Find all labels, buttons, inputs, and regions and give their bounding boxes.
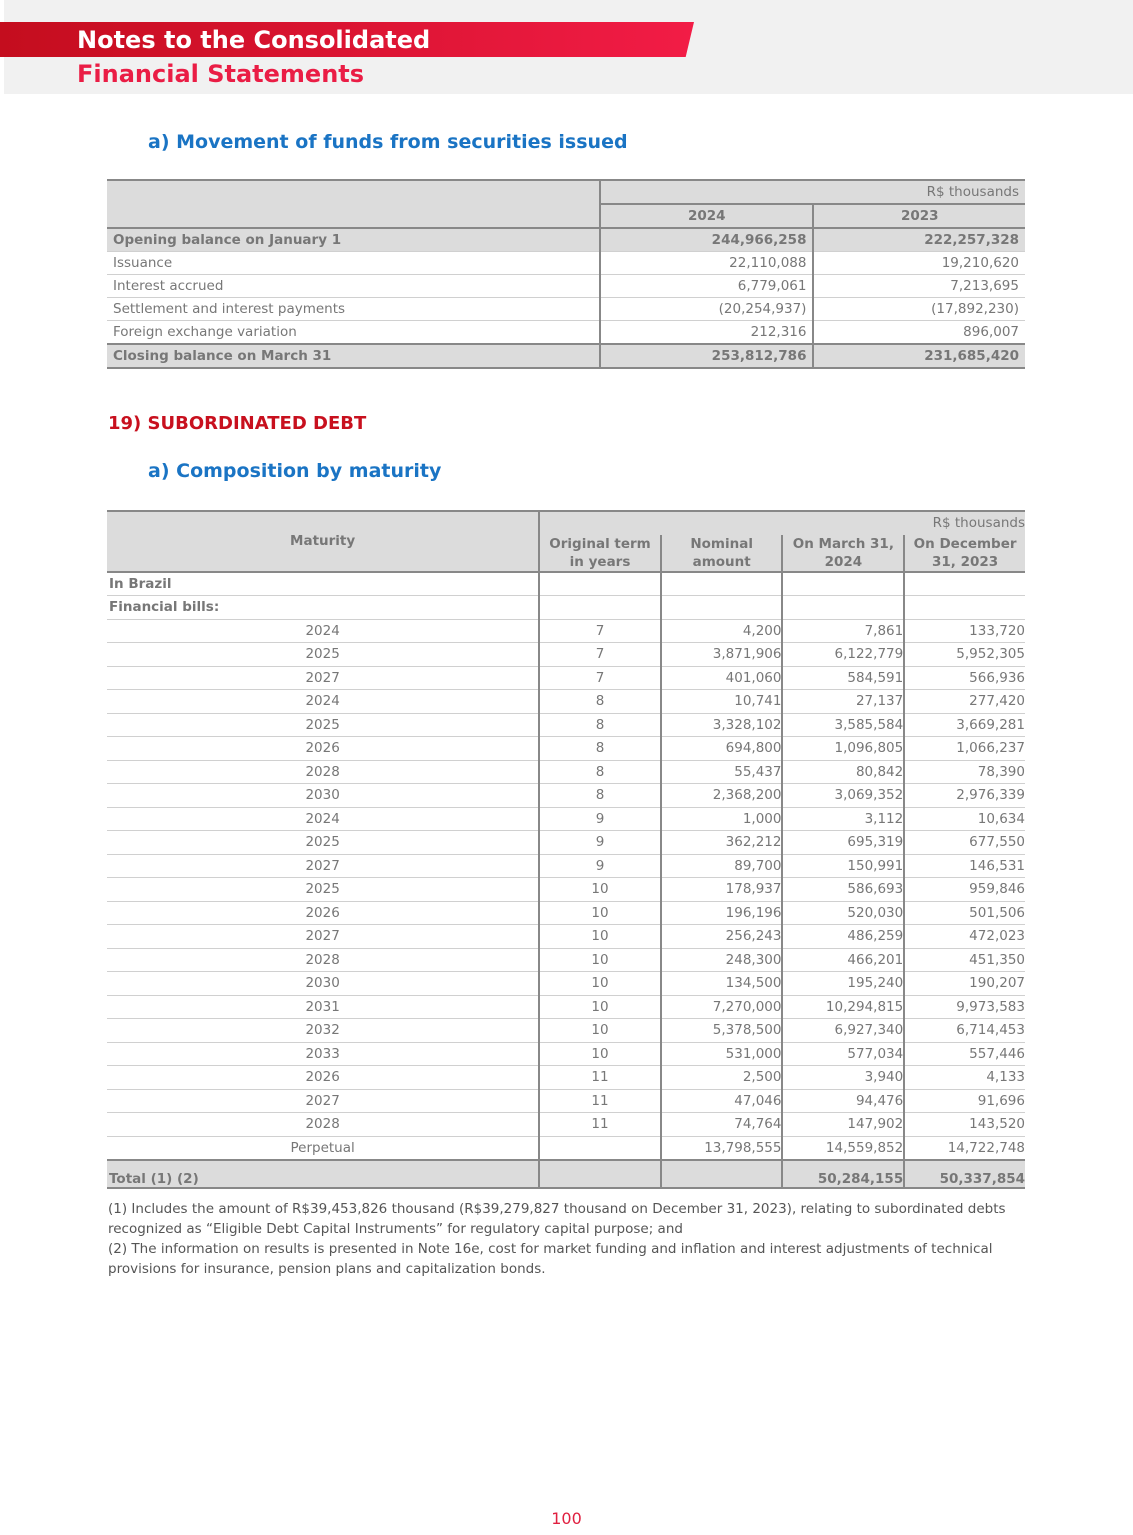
nominal-amount: 531,000: [661, 1042, 783, 1066]
table-row: [107, 321, 1025, 345]
table-row: [107, 784, 1025, 808]
value-december-2023: 78,390: [904, 760, 1025, 784]
value-march-2024: 3,585,584: [782, 713, 904, 737]
maturity-year: 2028: [107, 1113, 539, 1137]
original-term: [539, 1136, 661, 1160]
maturity-year: 2030: [107, 972, 539, 996]
maturity-year: 2024: [107, 619, 539, 643]
original-term: 7: [539, 666, 661, 690]
table-row: [107, 854, 1025, 878]
original-term: 9: [539, 807, 661, 831]
value-march-2024: 520,030: [782, 901, 904, 925]
page-number: 100: [551, 1509, 582, 1528]
value-march-2024: 14,559,852: [782, 1136, 904, 1160]
header-title: Notes to the Consolidated: [77, 26, 431, 54]
maturity-year: 2027: [107, 666, 539, 690]
nominal-amount: 7,270,000: [661, 995, 783, 1019]
value-2023: 896,007: [813, 321, 1025, 345]
value-december-2023: 10,634: [904, 807, 1025, 831]
value-december-2023: 677,550: [904, 831, 1025, 855]
header-subtitle: Financial Statements: [77, 60, 365, 88]
table-row: [107, 619, 1025, 643]
maturity-year: 2026: [107, 901, 539, 925]
nominal-amount: 4,200: [661, 619, 783, 643]
value-march-2024: 3,940: [782, 1066, 904, 1090]
original-term: 9: [539, 831, 661, 855]
maturity-year: 2024: [107, 690, 539, 714]
original-term: 10: [539, 948, 661, 972]
value-march-2024: 6,927,340: [782, 1019, 904, 1043]
maturity-year: 2026: [107, 737, 539, 761]
original-term: 11: [539, 1089, 661, 1113]
nominal-amount: 196,196: [661, 901, 783, 925]
nominal-amount: 362,212: [661, 831, 783, 855]
empty-cell: [782, 572, 904, 596]
nominal-amount: 256,243: [661, 925, 783, 949]
footnote-2: (2) The information on results is presented in Note 16e, cost for market funding and inflation and interest adjustments of technical provisions for insurance, pension plans and capitalization bonds.: [108, 1241, 993, 1277]
value-december-2023: 146,531: [904, 854, 1025, 878]
table-row: [107, 878, 1025, 902]
table-row: [107, 1136, 1025, 1160]
maturity-year: 2032: [107, 1019, 539, 1043]
value-december-2023: 133,720: [904, 619, 1025, 643]
value-december-2023: 501,506: [904, 901, 1025, 925]
table-row: [107, 1019, 1025, 1043]
original-term: 10: [539, 1019, 661, 1043]
nominal-amount: 13,798,555: [661, 1136, 783, 1160]
value-march-2024: 10,294,815: [782, 995, 904, 1019]
original-term: 10: [539, 1042, 661, 1066]
table-row: [107, 1066, 1025, 1090]
original-term: 8: [539, 784, 661, 808]
col-header-maturity: Maturity: [107, 511, 539, 572]
col-header-nominal: Nominal amount: [661, 535, 783, 572]
col-header-december: On December 31, 2023: [904, 535, 1025, 572]
value-december-2023: 566,936: [904, 666, 1025, 690]
nominal-amount: 89,700: [661, 854, 783, 878]
empty-cell: [904, 572, 1025, 596]
value-2023: 7,213,695: [813, 275, 1025, 298]
nominal-amount: 1,000: [661, 807, 783, 831]
col-header: 2023: [813, 204, 1025, 228]
value-march-2024: 7,861: [782, 619, 904, 643]
maturity-year: 2031: [107, 995, 539, 1019]
row-label: Foreign exchange variation: [107, 321, 600, 345]
section-heading-composition: a) Composition by maturity: [148, 460, 442, 482]
maturity-year: 2033: [107, 1042, 539, 1066]
table-row: [107, 807, 1025, 831]
value-march-2024: 147,902: [782, 1113, 904, 1137]
value-march-2024: 584,591: [782, 666, 904, 690]
nominal-amount: 3,871,906: [661, 643, 783, 667]
value-march-2024: 80,842: [782, 760, 904, 784]
maturity-year: 2028: [107, 948, 539, 972]
table-row: [107, 344, 1025, 368]
nominal-amount: 248,300: [661, 948, 783, 972]
footnote-1: (1) Includes the amount of R$39,453,826 thousand (R$39,279,827 thousand on December 31, 2023), relating to subordinated debts recognized as “Eligible Debt Capital Instruments” for regulatory capital purpose; and: [108, 1201, 1006, 1237]
original-term: 11: [539, 1113, 661, 1137]
value-december-2023: 451,350: [904, 948, 1025, 972]
total-march: 50,284,155: [782, 1160, 904, 1188]
value-december-2023: 1,066,237: [904, 737, 1025, 761]
total-label: Total (1) (2): [107, 1160, 539, 1188]
maturity-year: 2025: [107, 643, 539, 667]
movement-table: [107, 179, 1025, 369]
table-row: [107, 690, 1025, 714]
group-row: [107, 572, 1025, 596]
nominal-amount: 55,437: [661, 760, 783, 784]
maturity-year: Perpetual: [107, 1136, 539, 1160]
table-row: [107, 760, 1025, 784]
table-row: [107, 298, 1025, 321]
original-term: 8: [539, 690, 661, 714]
original-term: 10: [539, 995, 661, 1019]
table-row: [107, 666, 1025, 690]
nominal-amount: 694,800: [661, 737, 783, 761]
table-row: [107, 831, 1025, 855]
table-row: [107, 643, 1025, 667]
value-march-2024: 486,259: [782, 925, 904, 949]
maturity-year: 2027: [107, 925, 539, 949]
value-december-2023: 472,023: [904, 925, 1025, 949]
total-row: [107, 1160, 1025, 1188]
original-term: 7: [539, 619, 661, 643]
nominal-amount: 2,368,200: [661, 784, 783, 808]
original-term: 10: [539, 972, 661, 996]
table-row: [107, 972, 1025, 996]
nominal-amount: 401,060: [661, 666, 783, 690]
original-term: 8: [539, 760, 661, 784]
original-term: 10: [539, 925, 661, 949]
original-term: 11: [539, 1066, 661, 1090]
unit-label: R$ thousands: [600, 180, 1025, 204]
nominal-amount: 2,500: [661, 1066, 783, 1090]
value-2024: 212,316: [600, 321, 813, 345]
value-march-2024: 3,069,352: [782, 784, 904, 808]
table-row: [107, 1042, 1025, 1066]
unit-label: R$ thousands: [539, 511, 1025, 535]
original-term: 9: [539, 854, 661, 878]
value-december-2023: 2,976,339: [904, 784, 1025, 808]
original-term: 7: [539, 643, 661, 667]
total-december: 50,337,854: [904, 1160, 1025, 1188]
table-row: [107, 1089, 1025, 1113]
col-header: 2024: [600, 204, 813, 228]
empty-cell: [539, 572, 661, 596]
nominal-amount: 3,328,102: [661, 713, 783, 737]
maturity-year: 2027: [107, 1089, 539, 1113]
nominal-amount: 5,378,500: [661, 1019, 783, 1043]
value-march-2024: 586,693: [782, 878, 904, 902]
maturity-year: 2030: [107, 784, 539, 808]
col-header-march: On March 31, 2024: [782, 535, 904, 572]
group-row: [107, 596, 1025, 620]
empty-cell: [904, 596, 1025, 620]
value-2023: 222,257,328: [813, 228, 1025, 252]
value-march-2024: 3,112: [782, 807, 904, 831]
value-2024: (20,254,937): [600, 298, 813, 321]
maturity-year: 2027: [107, 854, 539, 878]
maturity-year: 2028: [107, 760, 539, 784]
original-term: 8: [539, 737, 661, 761]
section-heading-subordinated-debt: 19) SUBORDINATED DEBT: [108, 413, 367, 434]
value-december-2023: 6,714,453: [904, 1019, 1025, 1043]
maturity-year: 2026: [107, 1066, 539, 1090]
value-december-2023: 557,446: [904, 1042, 1025, 1066]
total-nominal: [661, 1160, 783, 1188]
maturity-year: 2024: [107, 807, 539, 831]
value-december-2023: 277,420: [904, 690, 1025, 714]
nominal-amount: 74,764: [661, 1113, 783, 1137]
table-row: [107, 252, 1025, 275]
value-march-2024: 94,476: [782, 1089, 904, 1113]
value-december-2023: 143,520: [904, 1113, 1025, 1137]
corner-cell: [107, 180, 600, 228]
nominal-amount: 47,046: [661, 1089, 783, 1113]
maturity-year: 2025: [107, 831, 539, 855]
original-term: 10: [539, 878, 661, 902]
value-2024: 253,812,786: [600, 344, 813, 368]
empty-cell: [782, 596, 904, 620]
table-row: [107, 737, 1025, 761]
row-label: Opening balance on January 1: [107, 228, 600, 252]
original-term: 10: [539, 901, 661, 925]
value-2023: 19,210,620: [813, 252, 1025, 275]
nominal-amount: 10,741: [661, 690, 783, 714]
nominal-amount: 134,500: [661, 972, 783, 996]
value-2023: (17,892,230): [813, 298, 1025, 321]
maturity-table: [107, 510, 1025, 1189]
table-row: [107, 713, 1025, 737]
section-heading-movement: a) Movement of funds from securities issued: [148, 131, 628, 153]
footnotes: [108, 1199, 1028, 1279]
value-2024: 6,779,061: [600, 275, 813, 298]
empty-cell: [661, 596, 783, 620]
value-2024: 22,110,088: [600, 252, 813, 275]
value-march-2024: 195,240: [782, 972, 904, 996]
table-row: [107, 275, 1025, 298]
maturity-year: 2025: [107, 878, 539, 902]
empty-cell: [539, 596, 661, 620]
value-december-2023: 14,722,748: [904, 1136, 1025, 1160]
value-2023: 231,685,420: [813, 344, 1025, 368]
value-december-2023: 190,207: [904, 972, 1025, 996]
value-december-2023: 91,696: [904, 1089, 1025, 1113]
row-label: Closing balance on March 31: [107, 344, 600, 368]
value-march-2024: 150,991: [782, 854, 904, 878]
row-label: Settlement and interest payments: [107, 298, 600, 321]
total-term: [539, 1160, 661, 1188]
value-march-2024: 1,096,805: [782, 737, 904, 761]
nominal-amount: 178,937: [661, 878, 783, 902]
value-march-2024: 27,137: [782, 690, 904, 714]
table-row: [107, 995, 1025, 1019]
value-march-2024: 577,034: [782, 1042, 904, 1066]
table-row: [107, 901, 1025, 925]
original-term: 8: [539, 713, 661, 737]
value-december-2023: 959,846: [904, 878, 1025, 902]
maturity-year: 2025: [107, 713, 539, 737]
row-label: Interest accrued: [107, 275, 600, 298]
value-december-2023: 4,133: [904, 1066, 1025, 1090]
table-row: [107, 948, 1025, 972]
group-label: Financial bills:: [107, 596, 539, 620]
value-december-2023: 3,669,281: [904, 713, 1025, 737]
col-header-term: Original term in years: [539, 535, 661, 572]
value-december-2023: 5,952,305: [904, 643, 1025, 667]
empty-cell: [661, 572, 783, 596]
row-label: Issuance: [107, 252, 600, 275]
table-row: [107, 925, 1025, 949]
value-march-2024: 6,122,779: [782, 643, 904, 667]
value-december-2023: 9,973,583: [904, 995, 1025, 1019]
table-row: [107, 1113, 1025, 1137]
group-label: In Brazil: [107, 572, 539, 596]
value-march-2024: 695,319: [782, 831, 904, 855]
value-2024: 244,966,258: [600, 228, 813, 252]
table-row: [107, 228, 1025, 252]
value-march-2024: 466,201: [782, 948, 904, 972]
